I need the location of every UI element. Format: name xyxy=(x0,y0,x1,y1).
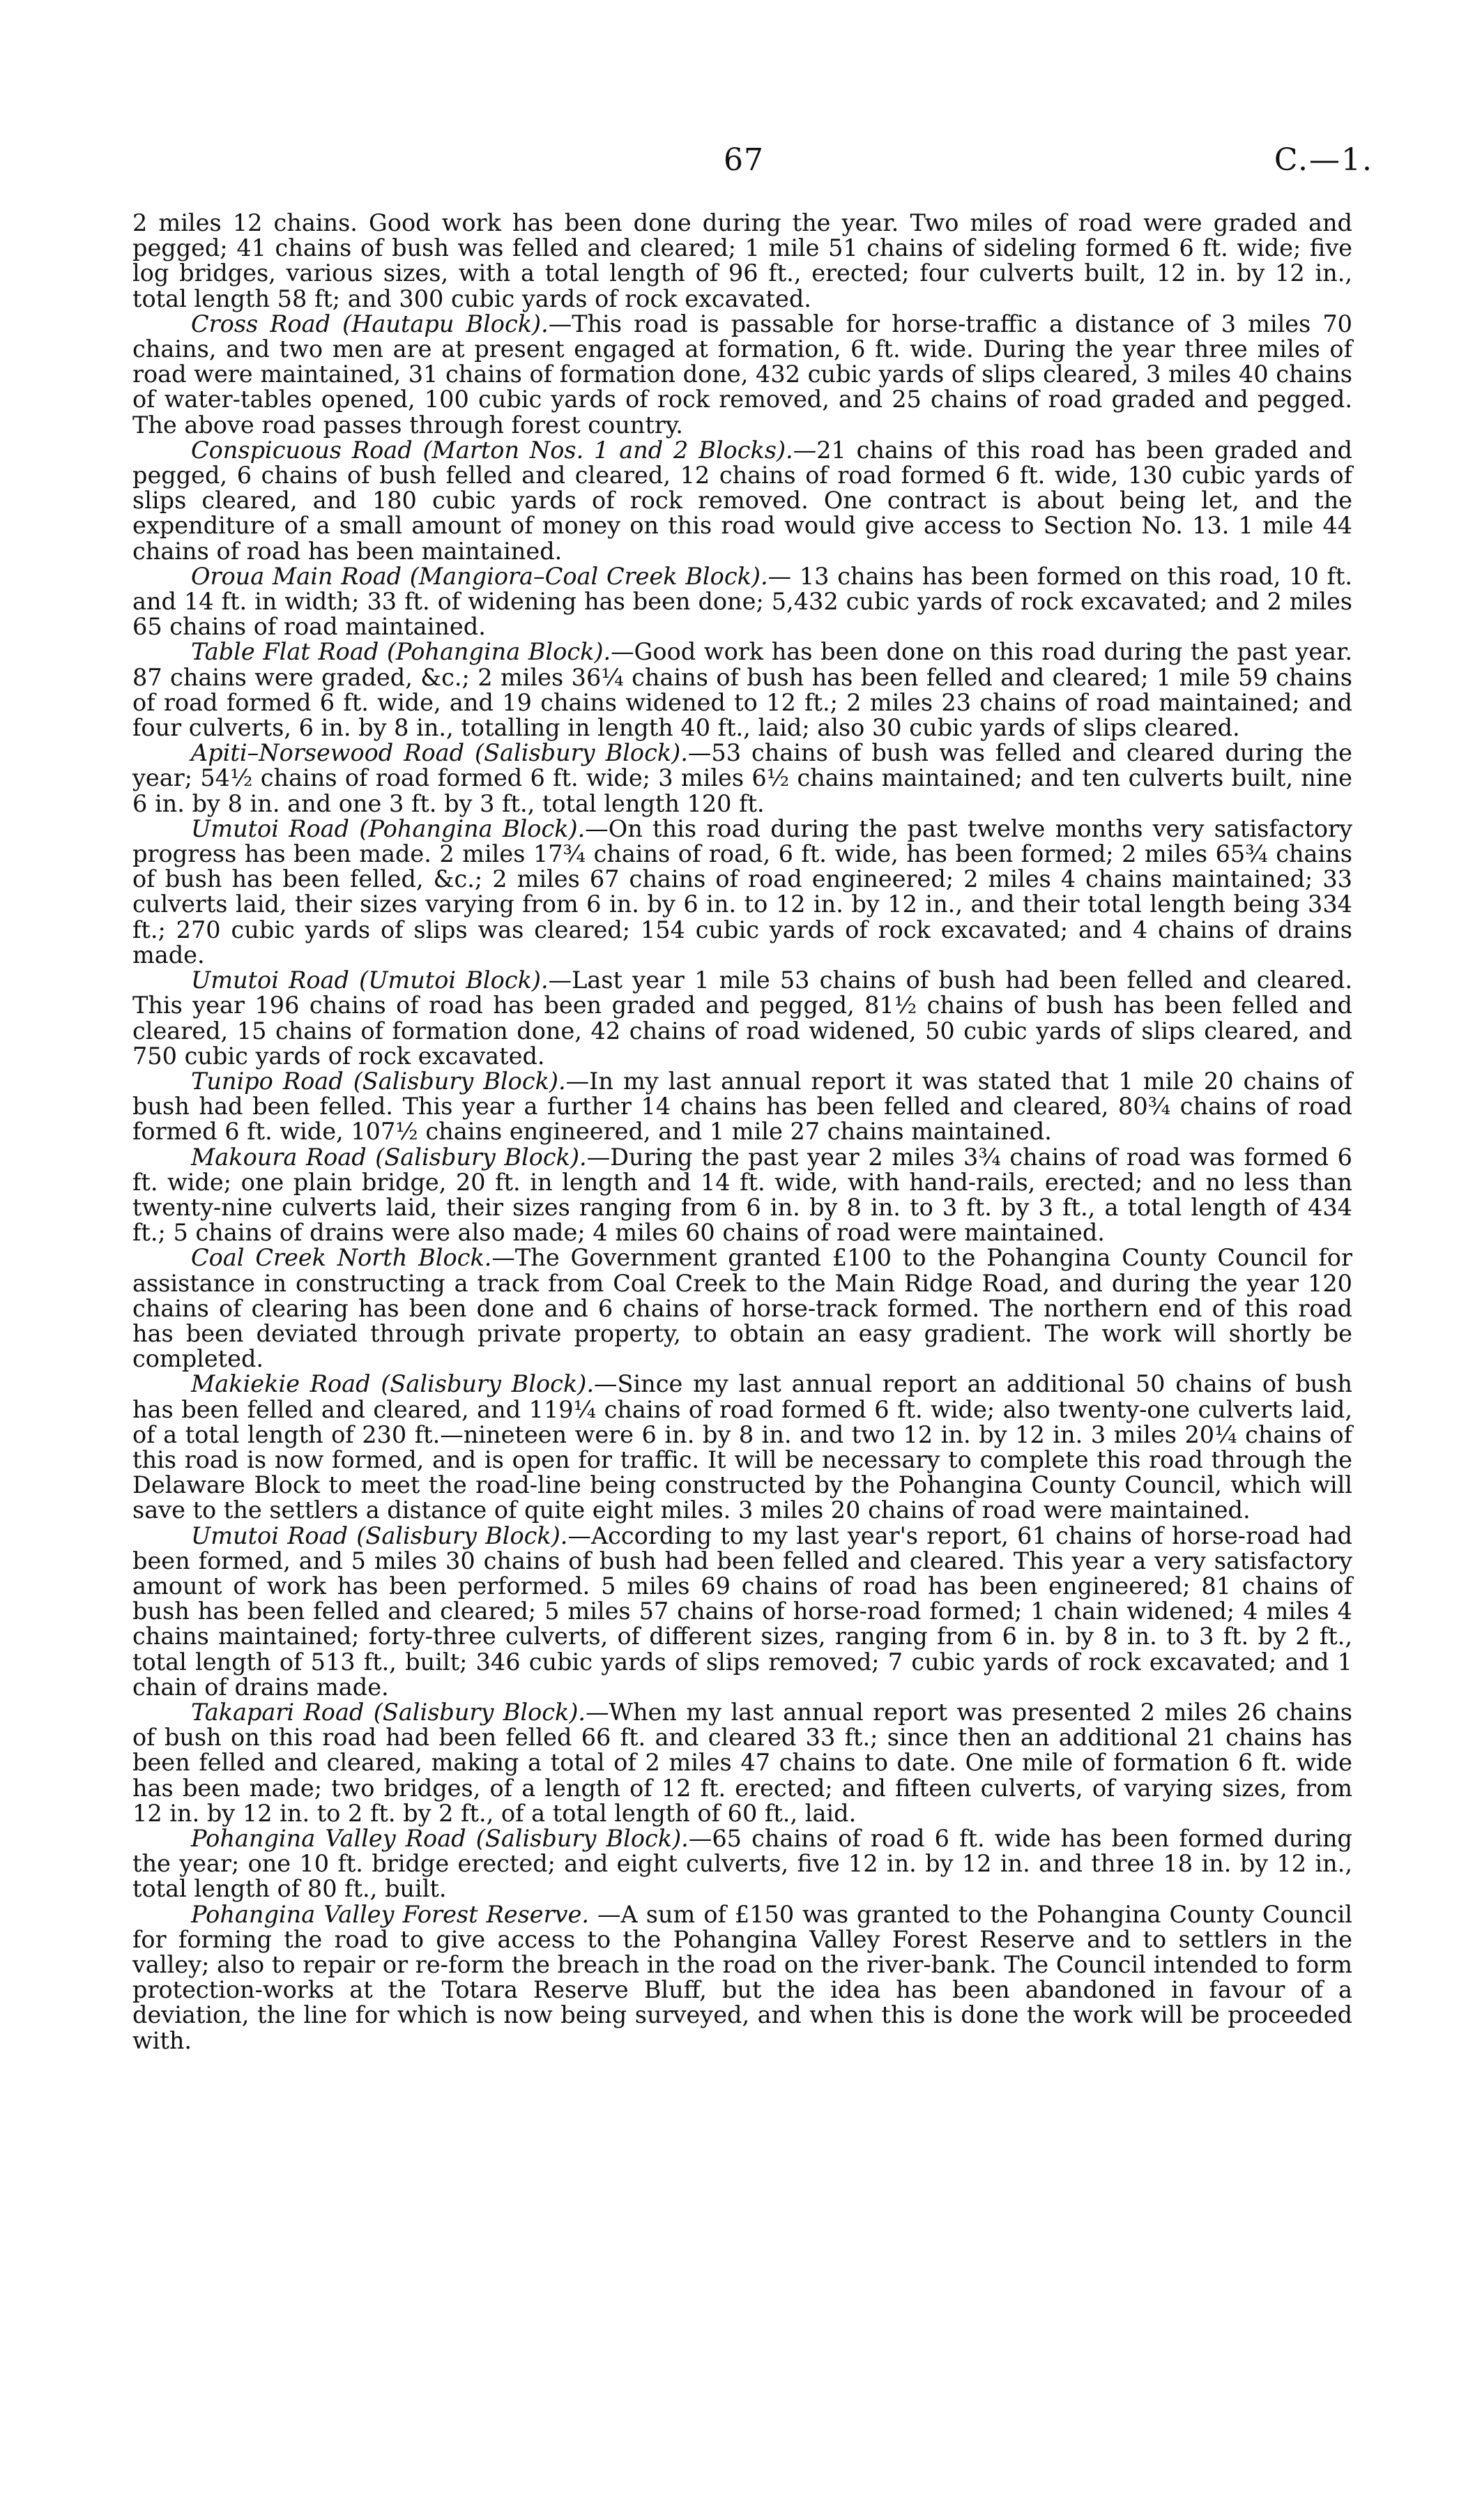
paragraph-text: —53 chains of bush was felled and cleared during the year; 54½ chains of road formed 6 ft. wide; 3 miles 6½ chains maintained; and ten culverts built, nine 6 in. by 8 in. and one 3 ft. by 3 ft., total length 120 ft. xyxy=(132,739,1352,817)
paragraph-continuation xyxy=(132,211,1352,312)
paragraph-makiekie-road xyxy=(132,1372,1352,1523)
road-title: Makoura Road (Salisbury Block). xyxy=(191,1143,587,1171)
document-reference: C.—1. xyxy=(1274,142,1373,178)
paragraph-text: —During the past year 2 miles 3¾ chains of road was formed 6 ft. wide; one plain bridge, 20 ft. in length and 14 ft. wide, with hand-rails, erected; and no less than twenty-nine culverts laid, their sizes ranging from 6 in. by 8 in. to 3 ft. by 3 ft., a total length of 434 ft.; 5 chains of drains were also made; 4 miles 60 chains of road were maintained. xyxy=(132,1143,1352,1247)
report-body xyxy=(132,211,1352,2054)
paragraph-text: —Good work has been done on this road during the past year. 87 chains were graded, &c.; 2 miles 36¼ chains of bush has been felled and cleared; 1 mile 59 chains of road formed 6 ft. wide, and 19 chains widened to 12 ft.; 2 miles 23 chains of road maintained; and four culverts, 6 in. by 8 in., totalling in length 40 ft., laid; also 30 cubic yards of slips cleared. xyxy=(132,638,1353,742)
road-title: Pohangina Valley Forest Reserve. xyxy=(191,1900,590,1928)
paragraph-text: — 13 chains has been formed on this road, 10 ft. and 14 ft. in width; 33 ft. of widening has been done; 5,432 cubic yards of rock excavated; and 2 miles 65 chains of road maintained. xyxy=(132,562,1352,641)
paragraph-text: —The Government granted £100 to the Pohangina County Council for assistance in constructing a track from Coal Creek to the Main Ridge Road, and during the year 120 chains of clearing has been done and 6 chains of horse-track formed. The northern end of this road has been deviated through private property, to obtain an easy gradient. The work will shortly be completed. xyxy=(132,1244,1352,1373)
road-title: Apiti–Norsewood Road (Salisbury Block). xyxy=(191,739,688,767)
paragraph-table-flat-road xyxy=(132,639,1352,741)
paragraph-makoura-road xyxy=(132,1145,1352,1246)
paragraph-umutoi-road-salisbury xyxy=(132,1521,1352,1701)
road-title: Table Flat Road (Pohangina Block). xyxy=(191,638,611,666)
road-title: Oroua Main Road (Mangiora–Coal Creek Block). xyxy=(191,562,768,590)
paragraph-text: —On this road during the past twelve months very satisfactory progress has been made. 2 miles 17¾ chains of road, 6 ft. wide, has been formed; 2 miles 65¾ chains of bush has been felled, &c.; 2 miles 67 chains of road engineered; 2 miles 4 chains maintained; 33 culverts laid, their sizes varying from 6 in. by 6 in. to 12 in. by 12 in., and their total length being 334 ft.; 270 cubic yards of slips was cleared; 154 cubic yards of rock excavated; and 4 chains of drains made. xyxy=(132,814,1352,969)
page-number: 67 xyxy=(724,142,764,178)
paragraph-text: —Last year 1 mile 53 chains of bush had been felled and cleared. This year 196 chains of road has been graded and pegged, 81½ chains of bush has been felled and cleared, 15 chains of formation done, 42 chains of road widened, 50 cubic yards of slips cleared, and 750 cubic yards of rock excavated. xyxy=(132,966,1352,1070)
road-title: Coal Creek North Block. xyxy=(191,1244,492,1272)
road-title: Makiekie Road (Salisbury Block). xyxy=(191,1370,594,1398)
road-title: Cross Road (Hautapu Block). xyxy=(191,310,549,337)
paragraph-text: —In my last annual report it was stated that 1 mile 20 chains of bush had been felled. This year a further 14 chains has been felled and cleared, 80¾ chains of road formed 6 ft. wide, 107½ chains engineered, and 1 mile 27 chains maintained. xyxy=(132,1067,1352,1146)
paragraph-apiti-norsewood-road xyxy=(132,741,1352,817)
road-title: Takapari Road (Salisbury Block). xyxy=(191,1698,586,1726)
road-title: Umutoi Road (Pohangina Block). xyxy=(191,814,586,842)
paragraph-oroua-main-road xyxy=(132,564,1352,640)
paragraph-text: —When my last annual report was presented 2 miles 26 chains of bush on this road had been felled 66 ft. and cleared 33 ft.; since then an additional 21 chains has been felled and cleared, making a total of 2 miles 47 chains to date. One mile of formation 6 ft. wide has been made; two bridges, of a length of 12 ft. erected; and fifteen culverts, of varying sizes, from 12 in. by 12 in. to 2 ft. by 2 ft., of a total length of 60 ft., laid. xyxy=(132,1698,1352,1827)
paragraph-conspicuous-road xyxy=(132,438,1352,564)
paragraph-text: —A sum of £150 was granted to the Pohangina County Council for forming the road to give access to the Pohangina Valley Forest Reserve and to settlers in the valley; also to repair or re-form the breach in the road on the river-bank. The Council intended to form protection-works at the Totara Reserve Bluff, but the idea has been abandoned in favour of a deviation, the line for which is now being surveyed, and when this is done the work will be proceeded with. xyxy=(132,1900,1352,2054)
road-title: Conspicuous Road (Marton Nos. 1 and 2 Blocks). xyxy=(191,436,793,464)
paragraph-text: —According to my last year's report, 61 chains of horse-road had been formed, and 5 miles 30 chains of bush had been felled and cleared. This year a very satisfactory amount of work has been performed. 5 miles 69 chains of road has been engineered; 81 chains of bush has been felled and cleared; 5 miles 57 chains of horse-road formed; 1 chain widened; 4 miles 4 chains maintained; forty-three culverts, of different sizes, ranging from 6 in. by 8 in. to 3 ft. by 2 ft., total length of 513 ft., built; 346 cubic yards of slips removed; 7 cubic yards of rock excavated; and 1 chain of drains made. xyxy=(132,1521,1352,1701)
road-title: Tunipo Road (Salisbury Block). xyxy=(191,1067,566,1095)
paragraph-text: —This road is passable for horse-traffic a distance of 3 miles 70 chains, and two men are at present engaged at formation, 6 ft. wide. During the year three miles of road were maintained, 31 chains of formation done, 432 cubic yards of slips cleared, 3 miles 40 chains of water-tables opened, 100 cubic yards of rock removed, and 25 chains of road graded and pegged. The above road passes through forest country. xyxy=(132,310,1352,439)
paragraph-pohangina-valley-road xyxy=(132,1826,1352,1902)
paragraph-coal-creek-north xyxy=(132,1245,1352,1372)
paragraph-pohangina-forest-reserve xyxy=(132,1902,1352,2054)
paragraph-takapari-road xyxy=(132,1700,1352,1826)
road-title: Umutoi Road (Umutoi Block). xyxy=(191,966,549,994)
paragraph-umutoi-road-pohangina xyxy=(132,814,1352,969)
paragraph-tunipo-road xyxy=(132,1069,1352,1145)
road-title: Pohangina Valley Road (Salisbury Block). xyxy=(191,1825,689,1852)
road-title: Umutoi Road (Salisbury Block). xyxy=(191,1521,568,1549)
paragraph-text: —Since my last annual report an additional 50 chains of bush has been felled and cleared, and 119¼ chains of road formed 6 ft. wide; also twenty-one culverts laid, of a total length of 230 ft.—nineteen were 6 in. by 8 in. and two 12 in. by 12 in. 3 miles 20¼ chains of this road is now formed, and is open for traffic. It will be necessary to complete this road through the Delaware Block to meet the road-line being constructed by the Pohangina County Council, which will save to the settlers a distance of quite eight miles. 3 miles 20 chains of road were maintained. xyxy=(132,1370,1352,1524)
paragraph-umutoi-road-umutoi xyxy=(132,968,1352,1069)
paragraph-text: —65 chains of road 6 ft. wide has been formed during the year; one 10 ft. bridge erected; and eight culverts, five 12 in. by 12 in. and three 18 in. by 12 in., total length of 80 ft., built. xyxy=(132,1825,1352,1903)
paragraph-text: —21 chains of this road has been graded and pegged, 6 chains of bush felled and cleared, 12 chains of road formed 6 ft. wide, 130 cubic yards of slips cleared, and 180 cubic yards of rock removed. One contract is about being let, and the expenditure of a small amount of money on this road would give access to Section No. 13. 1 mile 44 chains of road has been maintained. xyxy=(132,436,1352,565)
paragraph-text: 2 miles 12 chains. Good work has been done during the year. Two miles of road were graded and pegged; 41 chains of bush was felled and cleared; 1 mile 51 chains of sideling formed 6 ft. wide; five log bridges, various sizes, with a total length of 96 ft., erected; four culverts built, 12 in. by 12 in., total length 58 ft; and 300 cubic yards of rock excavated. xyxy=(132,209,1352,312)
paragraph-cross-road xyxy=(132,312,1352,438)
